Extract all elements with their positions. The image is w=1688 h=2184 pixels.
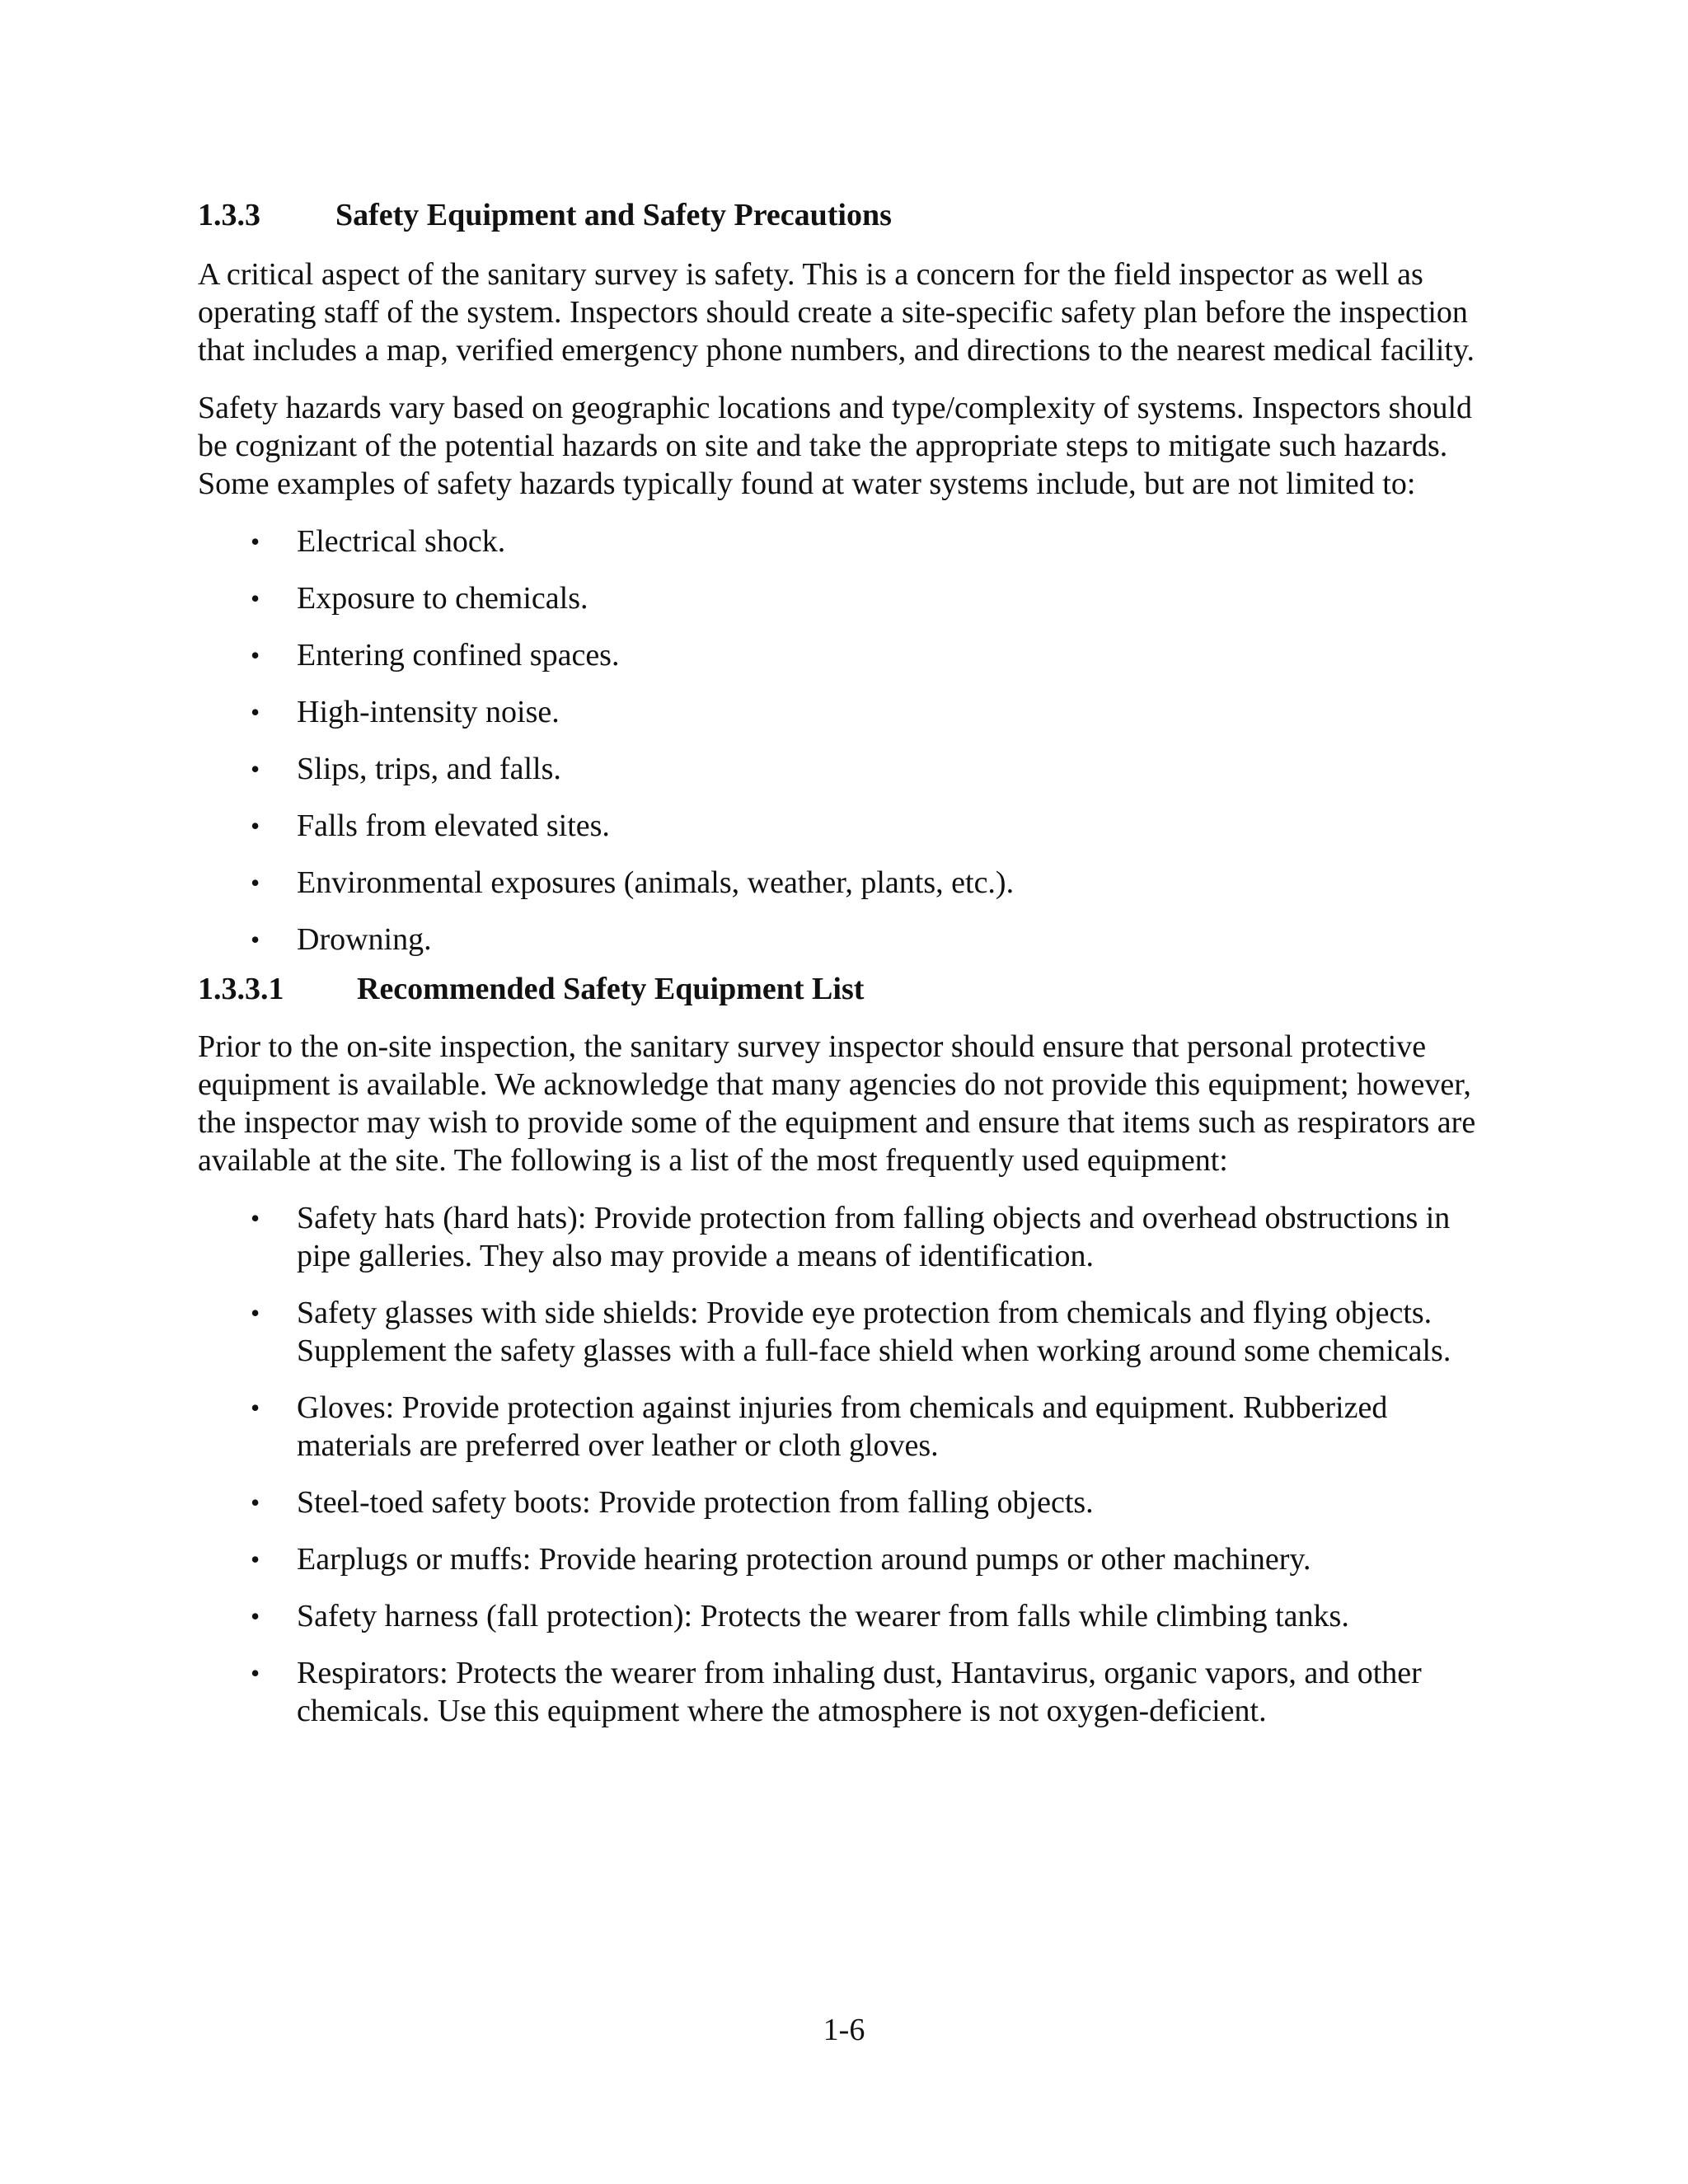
subsection-paragraph: Prior to the on-site inspection, the sanitary survey inspector should ensure that personal protective equipment is available. We acknowledge that many agencies do not provide this equipment; however, the inspector may wish to provide some of the equipment and ensure that items such as respirators are available at the site. The following is a list of the most frequently used equipment: bbox=[198, 1029, 1476, 1178]
list-item-text: Slips, trips, and falls. bbox=[297, 752, 561, 786]
list-item-text: High-intensity noise. bbox=[297, 695, 560, 729]
bullet-icon: • bbox=[251, 1658, 260, 1688]
bullet-icon: • bbox=[251, 527, 260, 556]
list-item-text: Falls from elevated sites. bbox=[297, 808, 610, 843]
list-item-text: Steel-toed safety boots: Provide protection from falling objects. bbox=[297, 1485, 1094, 1520]
bullet-icon: • bbox=[251, 811, 260, 841]
bullet-icon: • bbox=[251, 754, 260, 784]
bullet-icon: • bbox=[251, 1601, 260, 1631]
list-item-text: Entering confined spaces. bbox=[297, 638, 620, 673]
list-item-text: Respirators: Protects the wearer from inhaling dust, Hantavirus, organic vapors, and other chemicals. Use this equipment where the atmosphere is not oxygen-deficient. bbox=[297, 1656, 1422, 1728]
list-item bbox=[198, 921, 1500, 958]
list-item bbox=[198, 807, 1500, 845]
list-item bbox=[198, 1483, 1500, 1521]
bullet-icon: • bbox=[251, 1393, 260, 1422]
list-item bbox=[198, 636, 1500, 674]
list-item-text: Safety harness (fall protection): Protects the wearer from falls while climbing tanks. bbox=[297, 1599, 1349, 1633]
section-title: Safety Equipment and Safety Precautions bbox=[335, 198, 892, 232]
bullet-icon: • bbox=[251, 1544, 260, 1574]
list-item-text: Electrical shock. bbox=[297, 524, 506, 559]
subsection-heading bbox=[198, 970, 1500, 1008]
section-paragraph: A critical aspect of the sanitary survey is safety. This is a concern for the field inspector as well as operating staff of the system. Inspectors should create a site-specific safety plan before the inspection that includes a map, verified emergency phone numbers, and directions to the nearest medical facility. bbox=[198, 257, 1475, 368]
section-heading bbox=[198, 196, 1500, 234]
list-item-text: Earplugs or muffs: Provide hearing protection around pumps or other machinery. bbox=[297, 1542, 1311, 1577]
bullet-icon: • bbox=[251, 925, 260, 954]
subsection-number: 1.3.3.1 bbox=[198, 972, 284, 1006]
list-item bbox=[198, 1540, 1500, 1578]
equipment-list bbox=[198, 1199, 1500, 1730]
list-item bbox=[198, 1294, 1500, 1370]
list-item bbox=[198, 864, 1500, 902]
list-item-text: Safety hats (hard hats): Provide protection from falling objects and overhead obstructions in pipe galleries. They also may provide a means of identification. bbox=[297, 1201, 1451, 1273]
page-number: 1-6 bbox=[823, 2013, 865, 2047]
list-item bbox=[198, 1654, 1500, 1730]
list-item-text: Drowning. bbox=[297, 922, 432, 957]
bullet-icon: • bbox=[251, 1298, 260, 1328]
list-item-text: Environmental exposures (animals, weather, plants, etc.). bbox=[297, 865, 1015, 900]
document-page bbox=[198, 196, 1500, 1749]
bullet-icon: • bbox=[251, 1203, 260, 1233]
list-item bbox=[198, 1199, 1500, 1275]
list-item bbox=[198, 1597, 1500, 1635]
list-item bbox=[198, 1389, 1500, 1465]
list-item-text: Safety glasses with side shields: Provide eye protection from chemicals and flying objects. Supplement the safety glasses with a full-face shield when working around some chemicals. bbox=[297, 1296, 1451, 1368]
list-item-text: Exposure to chemicals. bbox=[297, 581, 588, 616]
hazard-list bbox=[198, 523, 1500, 958]
bullet-icon: • bbox=[251, 640, 260, 670]
bullet-icon: • bbox=[251, 868, 260, 898]
bullet-icon: • bbox=[251, 1488, 260, 1517]
bullet-icon: • bbox=[251, 583, 260, 613]
list-item bbox=[198, 579, 1500, 617]
list-item bbox=[198, 750, 1500, 788]
section-paragraph: Safety hazards vary based on geographic locations and type/complexity of systems. Inspectors should be cognizant of the potential hazards on site and take the appropriate steps to mitigate such hazards. Some examples of safety hazards typically found at water systems include, but are not limited to: bbox=[198, 391, 1472, 501]
list-item bbox=[198, 693, 1500, 731]
list-item-text: Gloves: Provide protection against injuries from chemicals and equipment. Rubberized materials are preferred over leather or cloth gloves. bbox=[297, 1390, 1388, 1463]
bullet-icon: • bbox=[251, 697, 260, 727]
list-item bbox=[198, 523, 1500, 560]
section-number: 1.3.3 bbox=[198, 198, 260, 232]
subsection-title: Recommended Safety Equipment List bbox=[357, 972, 865, 1006]
